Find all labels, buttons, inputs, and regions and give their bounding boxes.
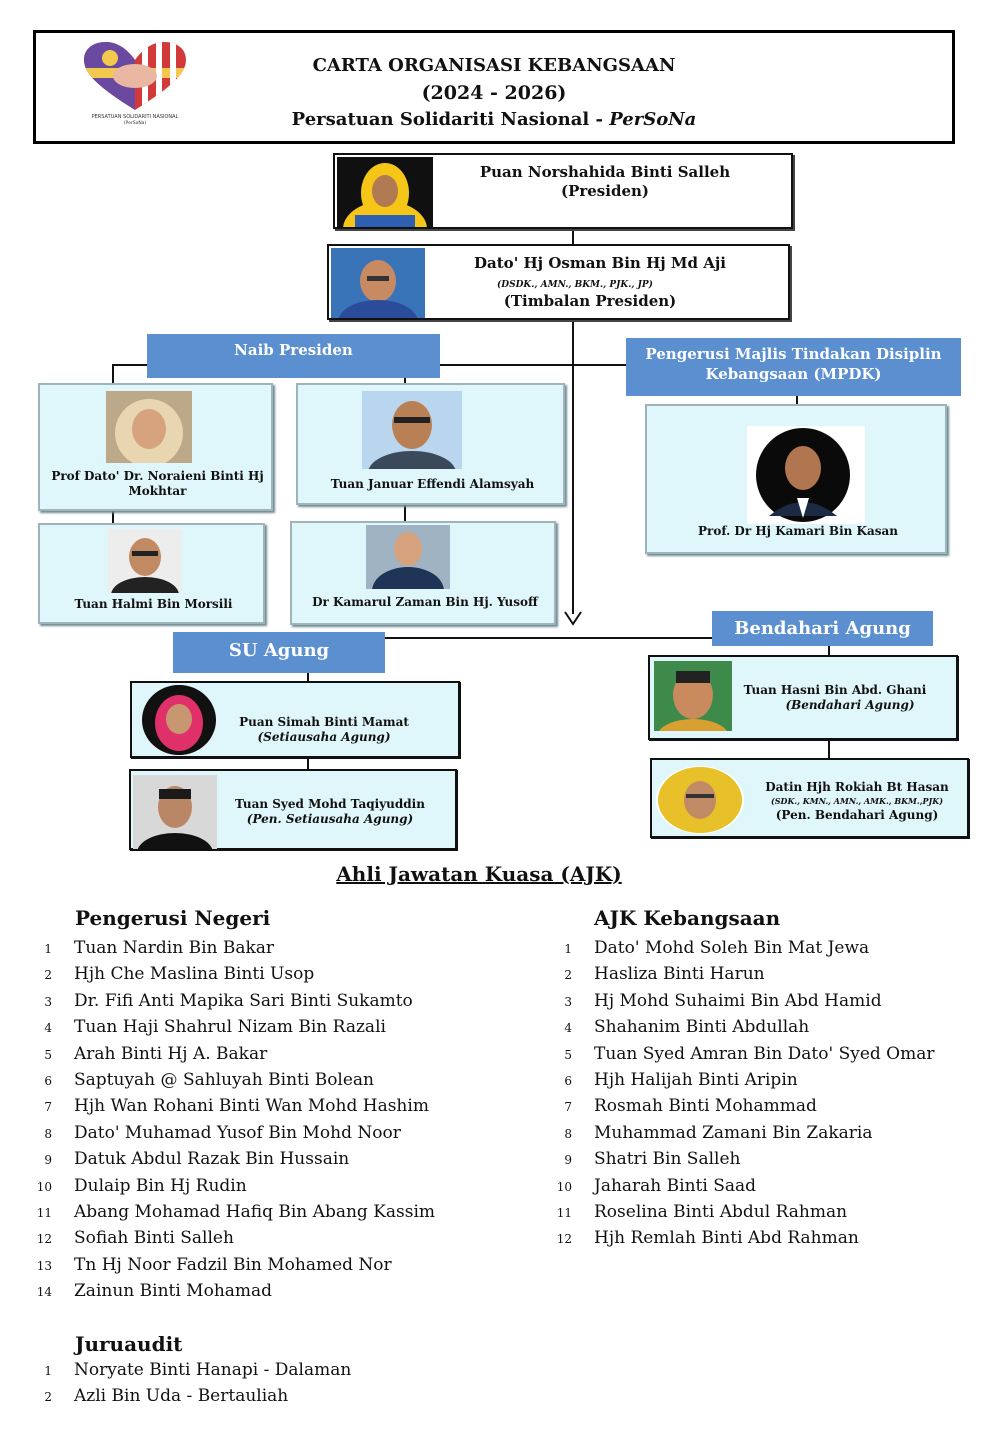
list-item [546,988,935,1014]
list-item [26,1173,435,1199]
su-agung-card-2 [129,769,457,850]
list-item [26,1252,435,1278]
list-item-number: 1 [44,1364,52,1378]
list-item [546,1041,935,1067]
su-agung-card-1 [130,681,460,758]
list-item-text: Tuan Nardin Bin Bakar [74,938,275,958]
list-item-number: 14 [36,1285,52,1300]
list-item-number: 12 [36,1232,52,1247]
bendahari2-photo [656,766,744,834]
list-item-text: Sofiah Binti Salleh [74,1228,234,1249]
deputy-photo [331,248,425,318]
list-item-text: Roselina Binti Abdul Rahman [594,1201,848,1222]
org-name-text: Persatuan Solidariti Nasional - [291,109,610,130]
mpdk-card [645,404,947,554]
bendahari-card-2 [650,758,969,838]
list-item-number: 11 [556,1205,572,1220]
list-item-number: 12 [556,1232,572,1247]
heart-logo-icon [80,40,190,126]
person-avatar-icon [108,529,182,593]
list-item-text: Hasliza Binti Harun [594,964,765,985]
list-item-number: 10 [36,1179,52,1194]
list-item [546,1120,935,1146]
list-item-number: 2 [44,1390,52,1405]
vp1-photo [106,391,192,463]
vice-president-card-3 [38,523,265,624]
list-item [546,1146,935,1172]
person-avatar-icon [654,661,732,731]
deputy-card [327,244,790,320]
person-avatar-icon [656,766,744,834]
bendahari2-role: (Pen. Bendahari Agung) [775,808,939,822]
list-item-text: Noryate Binti Hanapi - Dalaman [74,1360,352,1380]
list-item [26,935,435,961]
list-item [26,1357,351,1383]
list-item-number: 4 [564,1021,572,1036]
list-item-text: Arah Binti Hj A. Bakar [74,1043,268,1064]
su1-photo [142,685,216,755]
juruaudit-list [26,1357,351,1410]
president-role: (Presiden) [560,182,649,200]
list-item-text: Hjh Wan Rohani Binti Wan Mohd Hashim [74,1096,429,1117]
list-item-number: 5 [44,1047,52,1062]
person-avatar-icon [366,525,450,589]
list-item [26,1093,435,1119]
person-avatar-icon [133,775,217,849]
vp3-name: Tuan Halmi Bin Morsili [74,597,233,611]
connector-bendahari-2 [828,739,830,759]
list-item-text: Zainun Binti Mohamad [74,1281,273,1302]
logo-caption: PERSATUAN SOLIDARITI NASIONAL [91,114,179,120]
list-item-text: Datuk Abdul Razak Bin Hussain [74,1149,350,1170]
bendahari-card-1 [648,655,958,740]
person-avatar-icon [747,426,865,524]
vp3-photo [108,529,182,593]
list-item-number: 11 [36,1205,52,1220]
bendahari1-photo [654,661,732,731]
pengerusi-negeri-list [26,935,435,1304]
person-avatar-icon [331,248,425,318]
list-item [26,1067,435,1093]
list-item-text: Tn Hj Noor Fadzil Bin Mohamed Nor [74,1254,392,1275]
vp4-photo [366,525,450,589]
chart-term: (2024 - 2026) [421,82,567,104]
mpdk-label: Pengerusi Majlis Tindakan Disiplin Kebangsaan (MPDK) [626,338,961,396]
list-item [26,1014,435,1040]
connector-vp2-vp4 [404,505,406,522]
list-item-number: 3 [44,994,52,1009]
mpdk-photo [747,426,865,524]
list-item-number: 8 [564,1126,572,1141]
bendahari1-role: (Bendahari Agung) [785,698,915,712]
list-item-number: 10 [556,1179,572,1194]
ajk-kebangsaan-list [546,935,935,1252]
list-item [546,1199,935,1225]
list-item-text: Hj Mohd Suhaimi Bin Abd Hamid [594,990,882,1011]
list-item [26,961,435,987]
bendahari2-honors: (SDK., KMN., AMN., AMK., BKM.,PJK) [770,796,944,806]
list-item-text: Rosmah Binti Mohammad [594,1096,817,1117]
list-item-text: Shahanim Binti Abdullah [594,1017,810,1038]
deputy-name: Dato' Hj Osman Bin Hj Md Aji [474,254,726,272]
su-agung-label: SU Agung [173,632,385,673]
su1-role: (Setiausaha Agung) [257,730,391,744]
list-item-text: Abang Mohamad Hafiq Bin Abang Kassim [74,1201,436,1222]
list-item [546,1067,935,1093]
president-photo [337,157,433,227]
list-item-text: Azli Bin Uda - Bertauliah [74,1386,289,1407]
list-item-text: Dulaip Bin Hj Rudin [74,1175,247,1196]
list-item-number: 13 [36,1258,52,1273]
list-item-number: 2 [44,968,52,983]
vp2-photo [362,391,462,469]
list-item [26,1041,435,1067]
su2-photo [133,775,217,849]
pengerusi-negeri-title: Pengerusi Negeri [75,906,271,930]
list-item-number: 5 [564,1047,572,1062]
ajk-heading: Ahli Jawatan Kuasa (AJK) [336,862,622,886]
list-item-number: 6 [44,1073,52,1088]
su2-role: (Pen. Setiausaha Agung) [246,812,414,826]
deputy-role: (Timbalan Presiden) [503,292,677,310]
bendahari1-name: Tuan Hasni Bin Abd. Ghani [743,683,927,697]
vice-president-label: Naib Presiden [147,334,440,378]
list-item-text: Dato' Mohd Soleh Bin Mat Jewa [594,938,870,958]
list-item [26,1146,435,1172]
list-item [26,1120,435,1146]
list-item-number: 8 [44,1126,52,1141]
list-item [546,961,935,987]
logo-subcaption: (PerSoNa) [123,121,147,126]
list-item [546,935,935,961]
person-avatar-icon [142,685,216,755]
list-item [26,988,435,1014]
list-item-text: Jaharah Binti Saad [594,1175,756,1196]
list-item-number: 1 [44,942,52,956]
vp4-name: Dr Kamarul Zaman Bin Hj. Yusoff [312,595,538,609]
list-item-text: Tuan Haji Shahrul Nizam Bin Razali [74,1017,386,1038]
list-item-text: Shatri Bin Salleh [594,1149,741,1170]
list-item [26,1383,351,1409]
list-item-number: 2 [564,968,572,983]
deputy-honors: (DSDK., AMN., BKM., PJK., JP) [497,280,653,290]
list-item-text: Tuan Syed Amran Bin Dato' Syed Omar [594,1043,935,1064]
list-item-text: Saptuyah @ Sahluyah Binti Bolean [74,1069,375,1090]
list-item [26,1199,435,1225]
su2-name: Tuan Syed Mohd Taqiyuddin [235,797,425,811]
mpdk-name: Prof. Dr Hj Kamari Bin Kasan [697,524,898,538]
person-avatar-icon [337,157,433,227]
list-item-text: Muhammad Zamani Bin Zakaria [594,1122,873,1143]
vice-president-card-4 [290,521,556,625]
list-item-number: 7 [564,1100,572,1115]
su1-name: Puan Simah Binti Mamat [239,715,409,729]
org-abbr: PerSoNa [609,109,697,130]
vp1-name: Prof Dato' Dr. Noraieni Binti Hj Mokhtar [51,469,264,498]
bendahari-agung-label: Bendahari Agung [712,611,933,646]
connector-vp1 [112,364,114,384]
list-item-number: 4 [44,1021,52,1036]
ajk-kebangsaan-title: AJK Kebangsaan [594,906,781,930]
chart-title: CARTA ORGANISASI KEBANGSAAN [312,55,676,76]
list-item [546,1093,935,1119]
juruaudit-title: Juruaudit [75,1332,183,1356]
bendahari2-name: Datin Hjh Rokiah Bt Hasan [765,780,949,794]
list-item-text: Hjh Che Maslina Binti Usop [74,964,315,985]
list-item [546,1225,935,1251]
list-item-text: Hjh Remlah Binti Abd Rahman [594,1228,859,1249]
list-item [546,1014,935,1040]
list-item [26,1225,435,1251]
list-item-number: 7 [44,1100,52,1115]
list-item-text: Dr. Fifi Anti Mapika Sari Binti Sukamto [74,990,413,1011]
list-item-number: 9 [44,1153,52,1168]
list-item-number: 6 [564,1073,572,1088]
list-item [546,1173,935,1199]
list-item-text: Dato' Muhamad Yusof Bin Mohd Noor [74,1122,401,1143]
person-avatar-icon [106,391,192,463]
list-item [26,1278,435,1304]
list-item-text: Hjh Halijah Binti Aripin [594,1069,798,1090]
list-item-number: 3 [564,994,572,1009]
president-name: Puan Norshahida Binti Salleh [479,163,731,181]
arrow-down-icon [563,608,583,628]
vice-president-card-2 [296,383,565,505]
person-avatar-icon [362,391,462,469]
list-item-number: 1 [564,942,572,956]
persona-logo [80,40,190,126]
president-card [333,153,793,229]
vice-president-card-1 [38,383,273,511]
connector-president-deputy [572,228,574,245]
list-item-number: 9 [564,1153,572,1168]
vp2-name: Tuan Januar Effendi Alamsyah [330,477,535,491]
connector-su-bendahari [385,637,715,639]
